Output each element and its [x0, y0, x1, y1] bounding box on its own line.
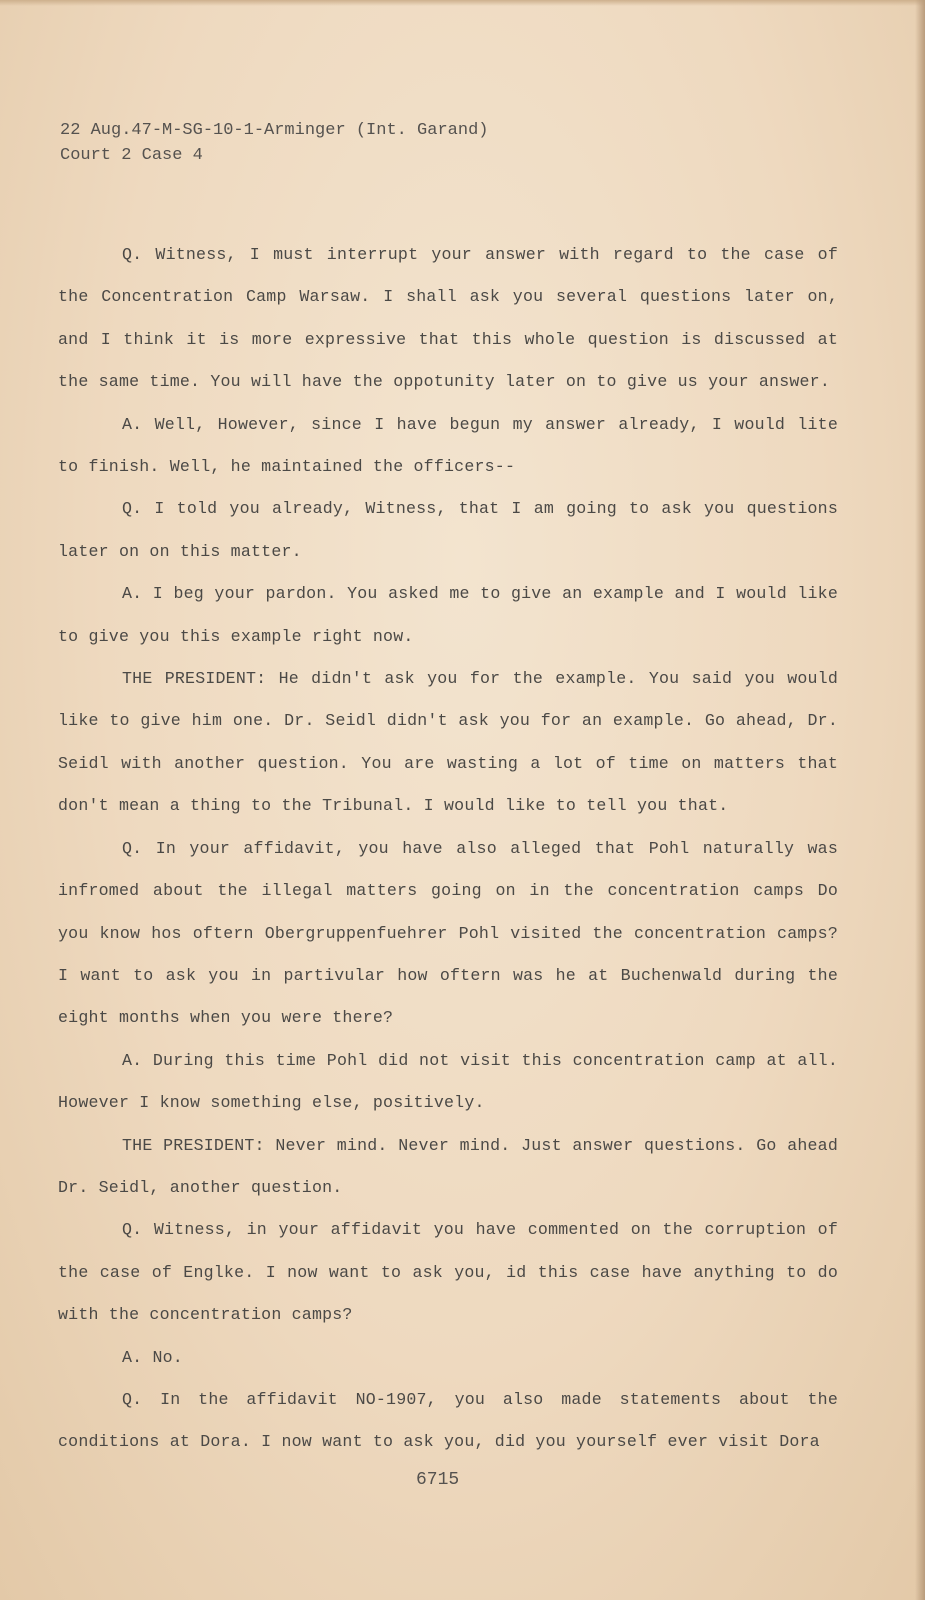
- paragraph-4: A. I beg your pardon. You asked me to give an example and I would like to give you this example right now.: [58, 584, 838, 646]
- header-line-1: 22 Aug.47-M-SG-10-1-Arminger (Int. Garand): [60, 121, 489, 140]
- paragraph-6: Q. In your affidavit, you have also alleged that Pohl naturally was infromed about the illegal matters going on in the concentration camps Do you know hos oftern Obergruppenfuehrer Pohl visited the concentration camps? I want to ask you in partivular how oftern was he at Buchenwald during the eight months when you were there?: [58, 838, 838, 1028]
- paragraph-3: Q. I told you already, Witness, that I am going to ask you questions later on on this matter.: [58, 499, 838, 561]
- transcript-body: [58, 234, 838, 1464]
- paragraph-5: THE PRESIDENT: He didn't ask you for the example. You said you would like to give him one. Dr. Seidl didn't ask you for an example. Go ahead, Dr. Seidl with another question. You are wasting a lot of time on matters that don't mean a thing to the Tribunal. I would like to tell you that.: [58, 669, 838, 816]
- paragraph-10: A. No.: [122, 1347, 183, 1367]
- paper-edge-top: [0, 0, 925, 6]
- paragraph-8: THE PRESIDENT: Never mind. Never mind. Just answer questions. Go ahead Dr. Seidl, another question.: [58, 1135, 838, 1197]
- paper-edge-right: [915, 0, 925, 1600]
- paragraph-2: A. Well, However, since I have begun my answer already, I would lite to finish. Well, he maintained the officers--: [58, 414, 838, 477]
- paragraph-7: A. During this time Pohl did not visit this concentration camp at all. However I know something else, positively.: [58, 1050, 838, 1113]
- paragraph-1: Q. Witness, I must interrupt your answer with regard to the case of the Concentration Camp Warsaw. I shall ask you several questions later on, and I think it is more expressive that this whole question is discussed at the same time. You will have the oppotunity later on to give us your answer.: [58, 245, 838, 392]
- paragraph-11: Q. In the affidavit NO-1907, you also made statements about the conditions at Dora. I now want to ask you, did you yourself ever visit Dora: [58, 1389, 838, 1452]
- document-header: [60, 118, 488, 168]
- page-number: 6715: [416, 1470, 460, 1490]
- paragraph-9: Q. Witness, in your affidavit you have commented on the corruption of the case of Englke. I now want to ask you, id this case have anything to do with the concentration camps?: [58, 1220, 838, 1325]
- header-line-2: Court 2 Case 4: [60, 146, 203, 165]
